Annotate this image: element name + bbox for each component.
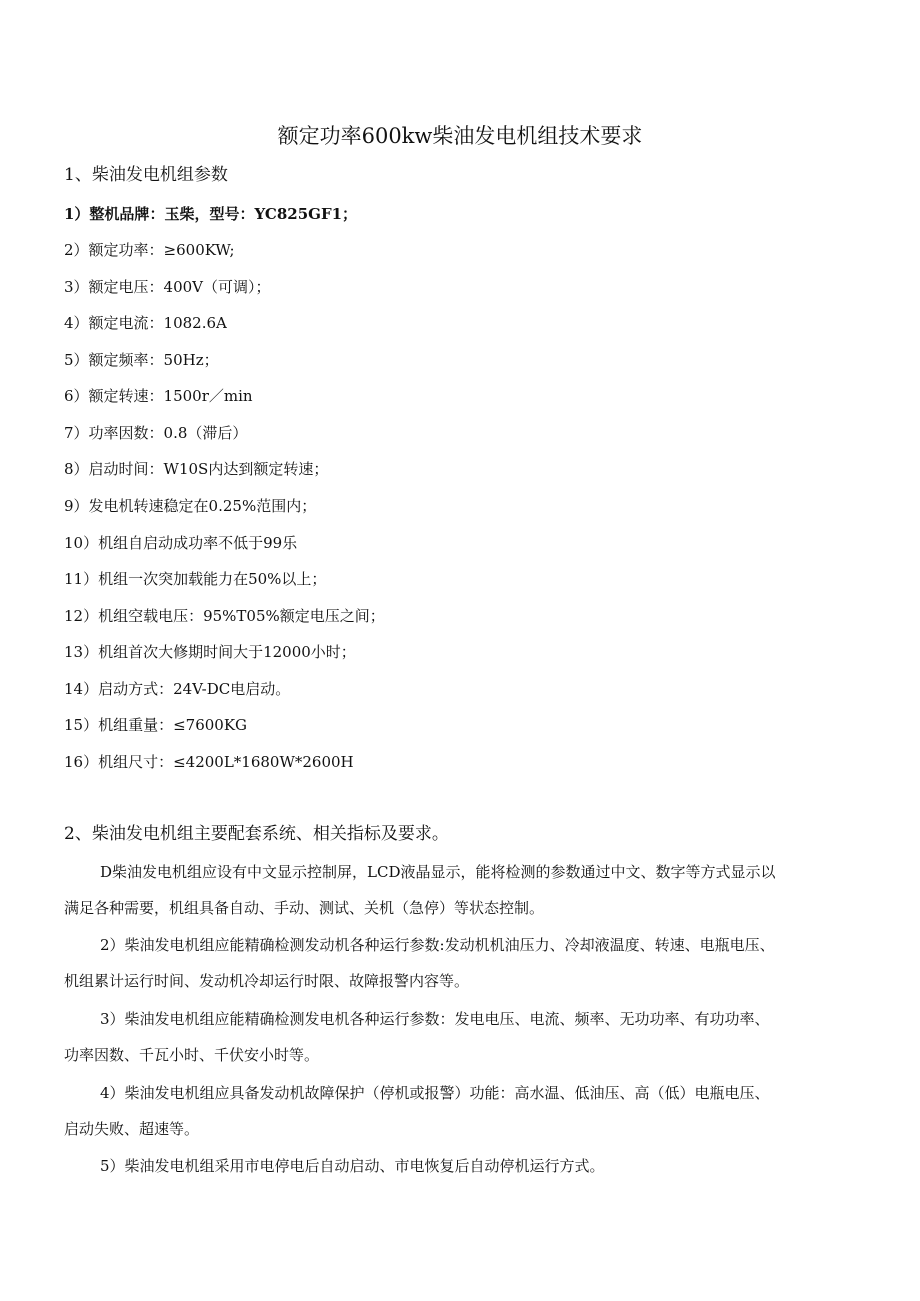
paragraph-line: 启动失败、超速等。 — [64, 1120, 200, 1138]
requirement-paragraph — [64, 854, 864, 926]
param-item: 5）额定频率：50Hz； — [64, 351, 219, 369]
requirement-paragraph — [64, 927, 864, 999]
param-item: 4）额定电流：1082.6A — [64, 314, 227, 332]
param-item: 11）机组一次突加载能力在50%以上； — [64, 570, 327, 588]
param-item: 2）额定功率：≥600KW; — [64, 241, 235, 259]
param-item: 10）机组自启动成功率不低于99乐 — [64, 534, 298, 552]
param-item: 16）机组尺寸：≤4200L*1680W*2600H — [64, 753, 354, 771]
param-item: 7）功率因数：0.8（滞后） — [64, 424, 248, 442]
section-1-heading: 1、柴油发电机组参数 — [64, 165, 228, 185]
paragraph-line: D柴油发电机组应设有中文显示控制屏，LCD液晶显示，能将检测的参数通过中文、数字等方式显示以 — [100, 863, 776, 881]
document-title: 额定功率600kw柴油发电机组技术要求 — [277, 124, 643, 148]
requirement-paragraph — [64, 1001, 864, 1073]
paragraph-line: 2）柴油发电机组应能精确检测发动机各种运行参数:发动机机油压力、冷却液温度、转速、电瓶电压、 — [100, 936, 775, 954]
param-item: 15）机组重量：≤7600KG — [64, 716, 248, 734]
requirement-paragraph — [64, 1148, 864, 1184]
param-item: 6）额定转速：1500r／min — [64, 387, 253, 405]
paragraph-line: 4）柴油发电机组应具备发动机故障保护（停机或报警）功能：高水温、低油压、高（低）电瓶电压、 — [100, 1084, 770, 1102]
paragraph-line: 机组累计运行时间、发动机冷却运行时限、故障报警内容等。 — [64, 972, 470, 990]
param-item: 12）机组空载电压：95%T05%额定电压之间； — [64, 607, 385, 625]
param-item: 13）机组首次大修期时间大于12000小时； — [64, 643, 356, 661]
paragraph-line: 3）柴油发电机组应能精确检测发电机各种运行参数：发电电压、电流、频率、无功功率、有功功率、 — [100, 1010, 770, 1028]
section-2-heading: 2、柴油发电机组主要配套系统、相关指标及要求。 — [64, 824, 449, 844]
requirement-paragraph — [64, 1075, 864, 1147]
param-item: 14）启动方式：24V-DC电启动。 — [64, 680, 291, 698]
param-item: 3）额定电压：400V（可调）； — [64, 278, 271, 296]
paragraph-line: 满足各种需要，机组具备自动、手动、测试、关机（急停）等状态控制。 — [64, 899, 545, 917]
paragraph-line: 5）柴油发电机组采用市电停电后自动启动、市电恢复后自动停机运行方式。 — [100, 1157, 605, 1175]
param-item: 1）整机品牌：玉柴，型号：YC825GF1； — [64, 205, 358, 223]
param-item: 8）启动时间：W10S内达到额定转速； — [64, 460, 329, 478]
paragraph-line: 功率因数、千瓦小时、千伏安小时等。 — [64, 1046, 320, 1064]
param-item: 9）发电机转速稳定在0.25%范围内； — [64, 497, 317, 515]
